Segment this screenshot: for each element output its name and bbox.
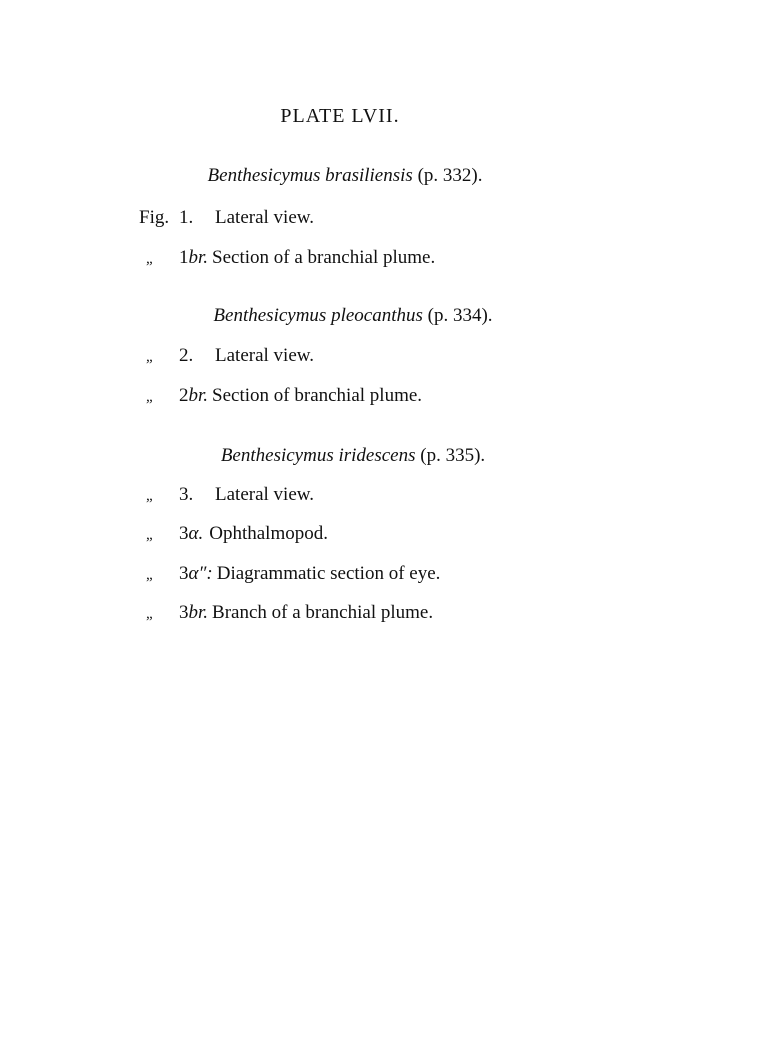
species-name: Benthesicymus brasiliensis [207,165,413,186]
species-heading [8,445,698,467]
figure-description: Branch of a branchial plume. [212,602,434,623]
ditto-mark: „ [146,251,153,267]
figure-number: 2. [179,345,194,366]
plate-title: PLATE LVII. [280,105,400,127]
ditto-mark: „ [146,349,153,365]
figure-number: 1. [179,207,194,228]
species-heading [0,165,690,187]
figure-description: Section of a branchial plume. [212,247,436,268]
figure-entry [139,207,314,229]
figure-entry [139,345,314,367]
figure-description: Lateral view. [215,345,314,366]
species-heading [8,305,698,327]
species-name: Benthesicymus pleocanthus [213,305,423,326]
figure-description: Lateral view. [215,484,314,505]
page-reference: (p. 334). [427,305,493,326]
figure-description: Section of branchial plume. [212,385,423,406]
figure-entry [139,484,314,506]
ditto-mark: „ [146,527,153,543]
page-reference: (p. 335). [420,445,486,466]
figure-entry [139,247,435,269]
ditto-mark: „ [146,606,153,622]
figure-prefix: Fig. [139,207,170,228]
figure-entry [139,385,422,407]
figure-number: 1br. [179,247,209,268]
figure-number: 3br. [179,602,209,623]
page-reference: (p. 332). [417,165,483,186]
ditto-mark: „ [146,488,153,504]
figure-entry [139,523,328,545]
figure-description: Lateral view. [215,207,314,228]
figure-entry [139,602,433,624]
figure-number: 3. [179,484,194,505]
ditto-mark: „ [146,567,153,583]
figure-number: 2br. [179,385,209,406]
species-name: Benthesicymus iridescens [220,445,416,466]
figure-number: 3α″: [179,563,213,584]
figure-number: 3α. [179,523,204,544]
figure-entry [139,563,440,585]
figure-description: Diagrammatic section of eye. [216,563,441,584]
ditto-mark: „ [146,389,153,405]
figure-description: Ophthalmopod. [209,523,328,544]
